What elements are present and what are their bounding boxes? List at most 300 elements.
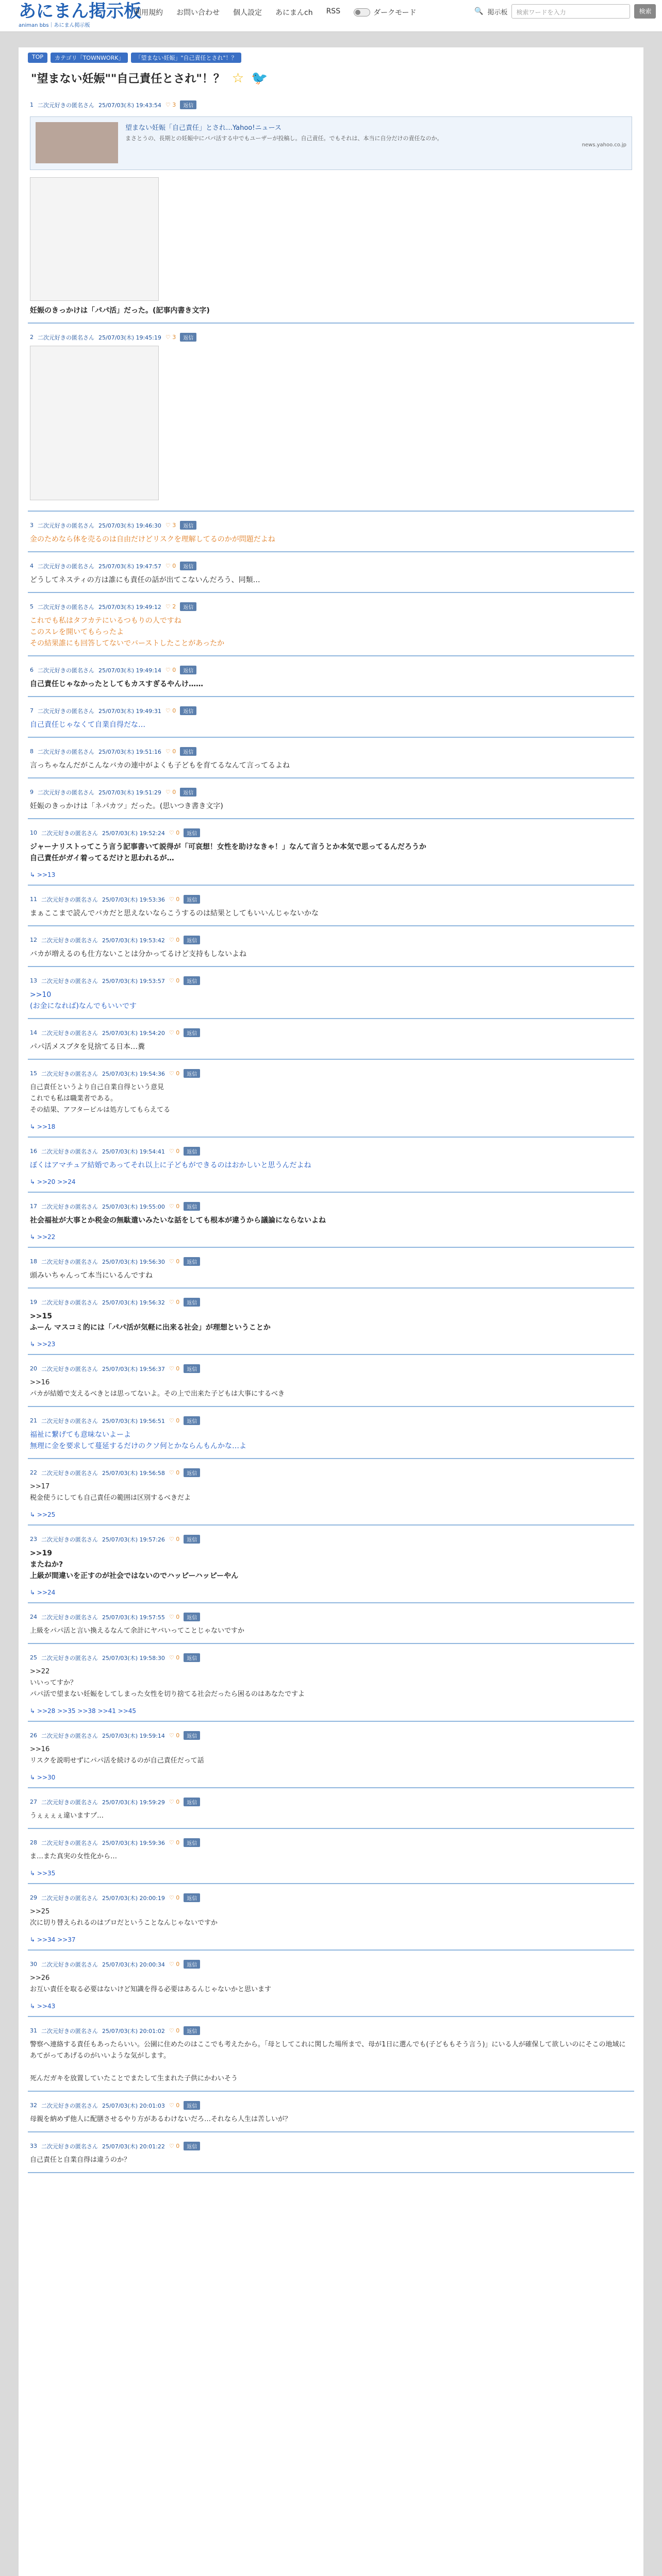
- like-button[interactable]: [169, 1614, 179, 1620]
- post-number[interactable]: 9: [30, 789, 34, 795]
- anchor-links[interactable]: >>13: [37, 871, 56, 878]
- reply-button[interactable]: 返信: [184, 1468, 200, 1477]
- like-button[interactable]: [166, 707, 176, 714]
- like-count: 0: [176, 1417, 180, 1424]
- post-number[interactable]: 11: [30, 896, 37, 903]
- post-author: 二次元好きの匿名さん: [41, 937, 98, 944]
- like-button[interactable]: [169, 829, 179, 836]
- post: [28, 328, 634, 512]
- reply-arrow-icon: ↳: [30, 1589, 36, 1596]
- like-count: 0: [176, 1029, 180, 1036]
- nav-settings[interactable]: 個人設定: [233, 9, 262, 17]
- post-list: [28, 95, 634, 2173]
- post-number[interactable]: 27: [30, 1799, 37, 1805]
- like-button[interactable]: [169, 2143, 179, 2149]
- heart-icon: ♡: [169, 2143, 174, 2149]
- post-header: [30, 2026, 632, 2035]
- post-body: 福祉に繋げても意味ないよーよ 無理に金を要求して蔓延するだけのクソ何とかならんもんかな…よ: [30, 1431, 246, 1450]
- post-number[interactable]: 25: [30, 1654, 37, 1661]
- reply-anchors[interactable]: [30, 2003, 632, 2010]
- post-body: 自己責任というより自己自業自得という意見 これでも私は職業者である。 その結果、アフターピルは処方してもらえてる: [30, 1083, 171, 1114]
- post-number[interactable]: 21: [30, 1417, 37, 1424]
- post: [28, 1142, 634, 1193]
- reply-anchors[interactable]: [30, 1707, 632, 1715]
- like-button[interactable]: [169, 1070, 179, 1077]
- anchor-links[interactable]: >>43: [37, 2003, 56, 2010]
- reply-button[interactable]: 返信: [184, 1798, 200, 1806]
- like-button[interactable]: [169, 1894, 179, 1901]
- like-button[interactable]: [169, 1203, 179, 1210]
- heart-icon: ♡: [165, 789, 171, 795]
- post-number[interactable]: 31: [30, 2027, 37, 2034]
- anchor-links[interactable]: >>22: [37, 1233, 56, 1241]
- reply-button[interactable]: 返信: [184, 2026, 200, 2035]
- post-number[interactable]: 2: [30, 334, 34, 341]
- anchor-links[interactable]: >>28 >>35 >>38 >>41 >>45: [37, 1707, 137, 1715]
- dark-mode-label: ダークモード: [373, 9, 417, 17]
- heart-icon: ♡: [165, 603, 171, 610]
- heart-icon: ♡: [165, 101, 171, 108]
- anchor-links[interactable]: >>18: [37, 1123, 56, 1130]
- post-author: 二次元好きの匿名さん: [38, 101, 94, 109]
- site-logo[interactable]: [19, 2, 141, 28]
- post-number[interactable]: 33: [30, 2143, 37, 2149]
- post: [28, 2021, 634, 2092]
- like-count: 3: [172, 334, 176, 341]
- thread-page: [19, 47, 643, 2576]
- post-number[interactable]: 13: [30, 977, 37, 984]
- post-body: 妊娠のきっかけは「ネパカツ」だった。(思いつき書き文字): [30, 802, 223, 810]
- like-button[interactable]: [169, 1417, 179, 1424]
- post-number[interactable]: 28: [30, 1839, 37, 1846]
- post-number[interactable]: 12: [30, 937, 37, 943]
- post-date: 25/07/03(木) 19:45:19: [98, 334, 161, 341]
- reply-button[interactable]: 返信: [184, 1257, 200, 1266]
- dark-mode-toggle[interactable]: [354, 7, 416, 18]
- reply-button[interactable]: 返信: [184, 1298, 200, 1307]
- post-number[interactable]: 14: [30, 1029, 37, 1036]
- reply-button[interactable]: 返信: [184, 1364, 200, 1373]
- like-count: 0: [172, 667, 176, 673]
- post-number[interactable]: 4: [30, 563, 34, 569]
- reply-button[interactable]: 返信: [184, 1838, 200, 1847]
- post-body: 自己責任と自業自得は違うのか？: [30, 2156, 131, 2164]
- post-header: [30, 1028, 632, 1037]
- reply-button[interactable]: 返信: [184, 1535, 200, 1544]
- like-button[interactable]: [169, 1365, 179, 1372]
- like-count: 0: [176, 1299, 180, 1306]
- like-count: 3: [172, 101, 176, 108]
- post-date: 25/07/03(木) 19:51:29: [98, 789, 161, 796]
- post-header: [30, 788, 632, 796]
- anchor-links[interactable]: >>24: [37, 1589, 56, 1596]
- reply-arrow-icon: ↳: [30, 1178, 36, 1185]
- like-count: 0: [176, 1614, 180, 1620]
- star-icon[interactable]: ☆: [231, 70, 244, 86]
- link-thumbnail: [36, 122, 118, 163]
- post-header: [30, 1147, 632, 1156]
- post-date: 25/07/03(木) 19:54:36: [102, 1070, 165, 1077]
- post-body: 頭みいちゃんって本当にいるんですね: [30, 1272, 153, 1280]
- post-header: [30, 521, 632, 530]
- search-button[interactable]: 検索: [634, 4, 656, 19]
- nav-animanch[interactable]: あにまんch: [275, 9, 313, 17]
- post: [28, 2137, 634, 2173]
- post-number[interactable]: 22: [30, 1469, 37, 1476]
- post-date: 25/07/03(木) 19:53:42: [102, 937, 165, 944]
- post-body: どうしてネスティの方は誰にも責任の話が出てこないんだろう、同類…: [30, 576, 260, 584]
- post-author: 二次元好きの匿名さん: [41, 1365, 98, 1372]
- reply-button[interactable]: 返信: [180, 100, 196, 109]
- post-date: 25/07/03(木) 20:01:03: [102, 2102, 165, 2109]
- breadcrumb-thread[interactable]: 「望まない妊娠」"自己責任とされ"！？: [131, 53, 241, 63]
- reply-arrow-icon: ↳: [30, 871, 36, 878]
- post-body: >>26 お互い責任を取る必要はないけど知識を得る必要はあるんじゃないかと思います: [30, 1974, 272, 1993]
- twitter-share-icon[interactable]: 🐦: [251, 70, 268, 86]
- post: [28, 1726, 634, 1788]
- like-count: 0: [176, 2102, 180, 2109]
- post-number[interactable]: 17: [30, 1203, 37, 1210]
- post: [28, 742, 634, 778]
- post-body: ま…また真実の女性化から…: [30, 1853, 118, 1860]
- reply-button[interactable]: 返信: [180, 788, 196, 796]
- reply-arrow-icon: ↳: [30, 1707, 36, 1715]
- nav-contact[interactable]: お問い合わせ: [176, 9, 220, 17]
- post-image[interactable]: [30, 346, 159, 500]
- reply-button[interactable]: 返信: [184, 1613, 200, 1621]
- heart-icon: ♡: [169, 1614, 174, 1620]
- like-count: 0: [176, 1469, 180, 1476]
- heart-icon: ♡: [165, 334, 171, 341]
- reply-anchors[interactable]: [30, 1774, 632, 1781]
- like-button[interactable]: [166, 334, 176, 341]
- thread-title-row: [31, 70, 634, 86]
- search-scope[interactable]: 掲示板: [487, 8, 508, 16]
- logo-sub: animan bbs｜あにまん掲示板: [19, 23, 90, 28]
- post-number[interactable]: 15: [30, 1070, 37, 1077]
- reply-anchors[interactable]: [30, 1341, 632, 1348]
- reply-button[interactable]: 返信: [180, 521, 196, 530]
- like-button[interactable]: [169, 937, 179, 943]
- reply-arrow-icon: ↳: [30, 1870, 36, 1877]
- link-url: news.yahoo.co.jp: [582, 142, 626, 148]
- anchor-links[interactable]: >>35: [37, 1870, 56, 1877]
- reply-button[interactable]: 返信: [184, 1731, 200, 1740]
- reply-button[interactable]: 返信: [184, 895, 200, 904]
- like-count: 0: [172, 789, 176, 795]
- post-header: [30, 895, 632, 904]
- like-button[interactable]: [169, 1148, 179, 1155]
- post-date: 25/07/03(木) 19:49:31: [98, 707, 161, 715]
- like-button[interactable]: [166, 667, 176, 673]
- post-image[interactable]: [30, 177, 159, 301]
- post-header: [30, 1960, 632, 1969]
- reply-button[interactable]: 返信: [180, 706, 196, 715]
- post-author: 二次元好きの匿名さん: [38, 334, 94, 341]
- like-count: 0: [176, 2143, 180, 2149]
- reply-button[interactable]: 返信: [184, 976, 200, 985]
- anchor-links[interactable]: >>23: [37, 1341, 56, 1348]
- toggle-switch-icon[interactable]: [354, 8, 370, 16]
- post-number[interactable]: 29: [30, 1894, 37, 1901]
- like-count: 2: [172, 603, 176, 610]
- anchor-links[interactable]: >>20 >>24: [37, 1178, 76, 1185]
- post-date: 25/07/03(木) 19:56:51: [102, 1417, 165, 1425]
- post: [28, 1463, 634, 1526]
- search-bar: [474, 4, 656, 19]
- heart-icon: ♡: [169, 1894, 174, 1901]
- post-body: >>16 リスクを説明せずにパパ活を続けるのが自己責任だって話: [30, 1745, 204, 1765]
- post-author: 二次元好きの匿名さん: [41, 1203, 98, 1210]
- post-author: 二次元好きの匿名さん: [41, 896, 98, 903]
- reply-button[interactable]: 返信: [180, 562, 196, 570]
- post-number[interactable]: 3: [30, 522, 34, 529]
- like-button[interactable]: [166, 603, 176, 610]
- reply-button[interactable]: 返信: [184, 1653, 200, 1662]
- reply-anchors[interactable]: [30, 1936, 632, 1943]
- post-header: [30, 1653, 632, 1662]
- post-header: [30, 1535, 632, 1544]
- post-body: ジャーナリストってこう言う記事書いて説得が「可哀想！女性を助けなきゃ！」なんて言うとか本気で思ってるんだろうか 自己責任がガイ着ってるだけと思われるが…: [30, 843, 426, 862]
- reply-button[interactable]: 返信: [184, 828, 200, 837]
- like-button[interactable]: [166, 522, 176, 529]
- post: [28, 1197, 634, 1248]
- post-number[interactable]: 19: [30, 1299, 37, 1306]
- post-author: 二次元好きの匿名さん: [38, 563, 94, 570]
- post: [28, 1833, 634, 1884]
- like-count: 0: [176, 1799, 180, 1805]
- like-count: 0: [176, 829, 180, 836]
- breadcrumb-category[interactable]: カテゴリ「TOWNWORK」: [51, 53, 128, 63]
- like-button[interactable]: [169, 1839, 179, 1846]
- like-count: 0: [176, 1148, 180, 1155]
- search-icon: 🔍: [474, 7, 484, 15]
- post-date: 25/07/03(木) 19:51:16: [98, 748, 161, 755]
- post-body: 自己責任じゃなくて自業自得だな…: [30, 721, 145, 729]
- reply-button[interactable]: 返信: [184, 1960, 200, 1969]
- heart-icon: ♡: [169, 1654, 174, 1661]
- reply-button[interactable]: 返信: [180, 747, 196, 756]
- reply-anchors[interactable]: [30, 1123, 632, 1130]
- post-number[interactable]: 1: [30, 101, 34, 108]
- post-body: >>19 またねか? 上級が間違いを正すのが社会ではないのでハッピーハッピーやん: [30, 1549, 239, 1580]
- reply-button[interactable]: 返信: [184, 1416, 200, 1425]
- post-number[interactable]: 16: [30, 1148, 37, 1155]
- reply-button[interactable]: 返信: [184, 1202, 200, 1211]
- nav-terms[interactable]: 利用規約: [134, 9, 163, 17]
- like-count: 0: [176, 1258, 180, 1265]
- post-author: 二次元好きの匿名さん: [41, 829, 98, 837]
- post-author: 二次元好きの匿名さん: [41, 1299, 98, 1306]
- post-author: 二次元好きの匿名さん: [41, 1961, 98, 1968]
- like-count: 0: [176, 1839, 180, 1846]
- reply-arrow-icon: ↳: [30, 1341, 36, 1348]
- post: [28, 1648, 634, 1722]
- heart-icon: ♡: [165, 667, 171, 673]
- post-header: [30, 562, 632, 570]
- heart-icon: ♡: [169, 1799, 174, 1805]
- like-button[interactable]: [169, 896, 179, 903]
- post-date: 25/07/03(木) 20:00:34: [102, 1961, 165, 1968]
- post-number[interactable]: 20: [30, 1365, 37, 1372]
- post-header: [30, 1202, 632, 1211]
- heart-icon: ♡: [169, 977, 174, 984]
- post-date: 25/07/03(木) 19:56:37: [102, 1365, 165, 1372]
- like-button[interactable]: [169, 1469, 179, 1476]
- like-count: 0: [176, 1536, 180, 1543]
- heart-icon: ♡: [169, 896, 174, 903]
- breadcrumb-top[interactable]: TOP: [28, 53, 47, 63]
- heart-icon: ♡: [169, 1961, 174, 1968]
- logo-main: あにまん掲示板: [19, 1, 141, 22]
- post: [28, 1064, 634, 1138]
- header-nav: [134, 7, 417, 18]
- post-author: 二次元好きの匿名さん: [41, 1654, 98, 1662]
- breadcrumb: [28, 53, 634, 63]
- post-date: 25/07/03(木) 20:00:19: [102, 1894, 165, 1902]
- like-button[interactable]: [169, 977, 179, 984]
- reply-button[interactable]: 返信: [184, 2101, 200, 2110]
- heart-icon: ♡: [169, 1417, 174, 1424]
- reply-anchors[interactable]: [30, 1233, 632, 1241]
- reply-button[interactable]: 返信: [180, 333, 196, 342]
- reply-button[interactable]: 返信: [184, 1069, 200, 1078]
- like-button[interactable]: [169, 2027, 179, 2034]
- post: [28, 1530, 634, 1603]
- anchor-links[interactable]: >>34 >>37: [37, 1936, 76, 1943]
- link-title: 望まない妊娠「自己責任」とされ…Yahoo!ニュース: [125, 124, 282, 132]
- post-date: 25/07/03(木) 19:52:24: [102, 829, 165, 837]
- reply-button[interactable]: 返信: [184, 1147, 200, 1156]
- post-body: >>17 税金使うにしても自己責任の範囲は区別するべきだよ: [30, 1483, 191, 1502]
- post: [28, 660, 634, 697]
- post: [28, 1293, 634, 1355]
- anchor-links[interactable]: >>25: [37, 1511, 56, 1518]
- like-button[interactable]: [169, 2102, 179, 2109]
- like-count: 0: [176, 1365, 180, 1372]
- post-number[interactable]: 24: [30, 1614, 37, 1620]
- nav-rss[interactable]: RSS: [326, 7, 341, 15]
- like-button[interactable]: [169, 1029, 179, 1036]
- post-number[interactable]: 23: [30, 1536, 37, 1543]
- reply-button[interactable]: 返信: [180, 602, 196, 611]
- like-button[interactable]: [169, 1961, 179, 1968]
- post-author: 二次元好きの匿名さん: [41, 1732, 98, 1739]
- post-header: [30, 747, 632, 756]
- post-date: 25/07/03(木) 19:57:55: [102, 1614, 165, 1621]
- like-button[interactable]: [169, 1654, 179, 1661]
- heart-icon: ♡: [165, 522, 171, 529]
- post: [28, 783, 634, 819]
- post-date: 25/07/03(木) 20:01:22: [102, 2143, 165, 2150]
- like-button[interactable]: [169, 1732, 179, 1739]
- reply-anchors[interactable]: [30, 1870, 632, 1877]
- like-button[interactable]: [169, 1258, 179, 1265]
- post-author: 二次元好きの匿名さん: [41, 1070, 98, 1077]
- like-button[interactable]: [166, 789, 176, 795]
- post: [28, 1411, 634, 1459]
- post-body: バカが増えるのも仕方ないことは分かってるけど支持もしないよね: [30, 950, 246, 958]
- post-body: 妊娠のきっかけは「パパ活」だった。(記事内書き文字): [30, 307, 210, 315]
- like-count: 0: [176, 2027, 180, 2034]
- reply-arrow-icon: ↳: [30, 1123, 36, 1130]
- post-number[interactable]: 30: [30, 1961, 37, 1968]
- like-button[interactable]: [169, 1799, 179, 1805]
- post-body: 社会福祉が大事とか税金の無駄遣いみたいな話をしても根本が違うから議論にならないよね: [30, 1216, 326, 1225]
- post-body: まぁここまで読んでバカだと思えないならこうするのは結果としてもいいんじゃないかな: [30, 909, 319, 918]
- reply-anchors[interactable]: [30, 1178, 632, 1185]
- post-author: 二次元好きの匿名さん: [41, 1258, 98, 1265]
- post-author: 二次元好きの匿名さん: [41, 2102, 98, 2109]
- post-body: 上級をパパ活と言い換えるなんて余計にヤバいってことじゃないですか: [30, 1627, 245, 1635]
- post-number[interactable]: 18: [30, 1258, 37, 1265]
- search-input[interactable]: 検索ワードを入力: [511, 4, 630, 19]
- like-count: 0: [176, 1732, 180, 1739]
- heart-icon: ♡: [169, 2027, 174, 2034]
- like-count: 0: [172, 748, 176, 755]
- post: [28, 597, 634, 656]
- post-number[interactable]: 7: [30, 707, 34, 714]
- post-date: 25/07/03(木) 19:58:30: [102, 1654, 165, 1662]
- reply-button[interactable]: 返信: [184, 936, 200, 944]
- post-number[interactable]: 10: [30, 829, 37, 836]
- heart-icon: ♡: [169, 1839, 174, 1846]
- post-header: [30, 976, 632, 985]
- post-author: 二次元好きの匿名さん: [41, 1536, 98, 1543]
- post-number[interactable]: 5: [30, 603, 34, 610]
- post-body: これでも私はタフカテにいるつもりの人ですね このスレを開いてもらったよ その結果誰にも回答してないでバーストしたことがあったか: [30, 617, 225, 648]
- post-body: パパ活メスブタを見捨てる日本…糞: [30, 1043, 145, 1051]
- post: [28, 1252, 634, 1289]
- post: [28, 1955, 634, 2017]
- reply-button[interactable]: 返信: [184, 2142, 200, 2150]
- anchor-links[interactable]: >>30: [37, 1774, 56, 1781]
- post: [28, 1792, 634, 1829]
- link-card[interactable]: [30, 116, 632, 170]
- like-button[interactable]: [169, 1299, 179, 1306]
- post-number[interactable]: 32: [30, 2102, 37, 2109]
- post-header: [30, 602, 632, 611]
- post-author: 二次元好きの匿名さん: [41, 977, 98, 985]
- post-header: [30, 333, 632, 342]
- post-body: 自己責任じゃなかったとしてもカスすぎるやんけ……: [30, 680, 203, 688]
- post-body: >>15 ふーん マスコミ的には「パパ活が気軽に出来る社会」が理想ということか: [30, 1312, 271, 1332]
- like-count: 0: [176, 1203, 180, 1210]
- reply-arrow-icon: ↳: [30, 2003, 36, 2010]
- reply-anchors[interactable]: [30, 1511, 632, 1518]
- post-author: 二次元好きの匿名さん: [41, 2143, 98, 2150]
- like-button[interactable]: [166, 563, 176, 569]
- reply-button[interactable]: 返信: [184, 1028, 200, 1037]
- post-number[interactable]: 6: [30, 667, 34, 673]
- heart-icon: ♡: [169, 829, 174, 836]
- post-number[interactable]: 26: [30, 1732, 37, 1739]
- post: [28, 890, 634, 926]
- post-author: 二次元好きの匿名さん: [41, 1417, 98, 1425]
- like-count: 0: [176, 937, 180, 943]
- like-button[interactable]: [166, 101, 176, 108]
- like-button[interactable]: [166, 748, 176, 755]
- post-number[interactable]: 8: [30, 748, 34, 755]
- reply-button[interactable]: 返信: [180, 666, 196, 674]
- post-header: [30, 1613, 632, 1621]
- post-author: 二次元好きの匿名さん: [38, 603, 94, 611]
- like-button[interactable]: [169, 1536, 179, 1543]
- reply-anchors[interactable]: [30, 871, 632, 878]
- reply-button[interactable]: 返信: [184, 1893, 200, 1902]
- reply-anchors[interactable]: [30, 1589, 632, 1596]
- heart-icon: ♡: [169, 1258, 174, 1265]
